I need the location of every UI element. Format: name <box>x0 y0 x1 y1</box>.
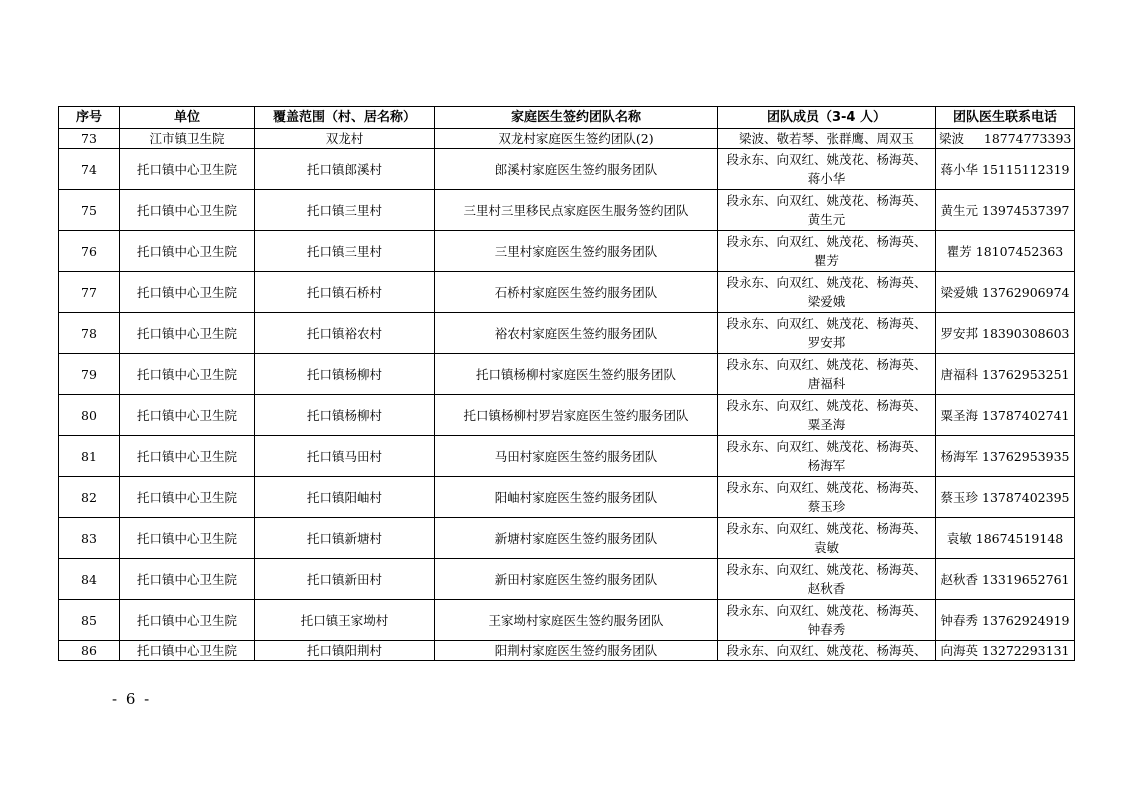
member-line: 蔡玉珍 <box>807 499 846 514</box>
cell-no: 80 <box>59 395 120 436</box>
cell-coverage: 托口镇三里村 <box>255 190 435 231</box>
cell-unit: 托口镇中心卫生院 <box>120 518 255 559</box>
member-line: 杨海军 <box>807 458 846 473</box>
cell-coverage: 托口镇新塘村 <box>255 518 435 559</box>
header-no: 序号 <box>59 107 120 129</box>
cell-coverage: 托口镇杨柳村 <box>255 395 435 436</box>
cell-no: 81 <box>59 436 120 477</box>
cell-phone: 粟圣海 13787402741 <box>936 395 1075 436</box>
cell-unit: 托口镇中心卫生院 <box>120 395 255 436</box>
table-row <box>59 149 1075 190</box>
cell-no: 74 <box>59 149 120 190</box>
table-row <box>59 354 1075 395</box>
cell-members <box>718 313 936 354</box>
cell-team-name: 双龙村家庭医生签约团队(2) <box>435 129 718 149</box>
table-row <box>59 129 1075 149</box>
cell-members <box>718 477 936 518</box>
cell-phone: 向海英 13272293131 <box>936 641 1075 661</box>
cell-unit: 托口镇中心卫生院 <box>120 313 255 354</box>
cell-phone: 赵秋香 13319652761 <box>936 559 1075 600</box>
member-line: 黄生元 <box>807 212 846 227</box>
cell-no: 78 <box>59 313 120 354</box>
cell-unit: 托口镇中心卫生院 <box>120 272 255 313</box>
cell-coverage: 托口镇阳岫村 <box>255 477 435 518</box>
member-line: 段永东、向双红、姚茂花、杨海英、 <box>726 275 927 290</box>
cell-coverage: 托口镇马田村 <box>255 436 435 477</box>
table-row <box>59 477 1075 518</box>
cell-coverage: 托口镇郎溪村 <box>255 149 435 190</box>
cell-no: 85 <box>59 600 120 641</box>
member-line: 蒋小华 <box>807 171 846 186</box>
cell-phone: 梁波 18774773393 <box>936 129 1075 149</box>
cell-phone: 梁爱娥 13762906974 <box>936 272 1075 313</box>
cell-coverage: 托口镇三里村 <box>255 231 435 272</box>
cell-team-name: 新田村家庭医生签约服务团队 <box>435 559 718 600</box>
cell-unit: 托口镇中心卫生院 <box>120 600 255 641</box>
table-row <box>59 641 1075 661</box>
header-coverage: 覆盖范围（村、居名称） <box>255 107 435 129</box>
cell-coverage: 托口镇王家坳村 <box>255 600 435 641</box>
cell-members <box>718 129 936 149</box>
team-table <box>58 106 1075 661</box>
cell-unit: 托口镇中心卫生院 <box>120 477 255 518</box>
member-line: 段永东、向双红、姚茂花、杨海英、 <box>726 357 927 372</box>
cell-members <box>718 600 936 641</box>
cell-team-name: 石桥村家庭医生签约服务团队 <box>435 272 718 313</box>
cell-phone: 蔡玉珍 13787402395 <box>936 477 1075 518</box>
member-line: 钟春秀 <box>807 622 846 637</box>
cell-no: 83 <box>59 518 120 559</box>
table-row <box>59 436 1075 477</box>
header-team-name: 家庭医生签约团队名称 <box>435 107 718 129</box>
cell-coverage: 托口镇石桥村 <box>255 272 435 313</box>
member-line: 段永东、向双红、姚茂花、杨海英、 <box>726 398 927 413</box>
header-row <box>59 107 1075 129</box>
table-row <box>59 231 1075 272</box>
cell-members <box>718 395 936 436</box>
member-line: 袁敏 <box>813 540 839 555</box>
page-number: - 6 - <box>112 690 152 708</box>
cell-team-name: 裕农村家庭医生签约服务团队 <box>435 313 718 354</box>
cell-unit: 托口镇中心卫生院 <box>120 354 255 395</box>
member-line: 梁爱娥 <box>807 294 846 309</box>
cell-members <box>718 518 936 559</box>
member-line: 段永东、向双红、姚茂花、杨海英、 <box>726 152 927 167</box>
cell-team-name: 三里村家庭医生签约服务团队 <box>435 231 718 272</box>
table-row <box>59 313 1075 354</box>
cell-no: 84 <box>59 559 120 600</box>
cell-team-name: 托口镇杨柳村罗岩家庭医生签约服务团队 <box>435 395 718 436</box>
cell-members <box>718 641 936 661</box>
table-row <box>59 395 1075 436</box>
cell-no: 86 <box>59 641 120 661</box>
cell-phone: 罗安邦 18390308603 <box>936 313 1075 354</box>
member-line: 段永东、向双红、姚茂花、杨海英、 <box>726 603 927 618</box>
member-line: 段永东、向双红、姚茂花、杨海英、 <box>726 521 927 536</box>
member-line: 段永东、向双红、姚茂花、杨海英、 <box>726 439 927 454</box>
member-line: 段永东、向双红、姚茂花、杨海英、 <box>726 562 927 577</box>
table-row <box>59 272 1075 313</box>
member-line: 段永东、向双红、姚茂花、杨海英、 <box>726 643 927 658</box>
cell-team-name: 马田村家庭医生签约服务团队 <box>435 436 718 477</box>
member-line: 罗安邦 <box>807 335 846 350</box>
header-members: 团队成员（3-4 人） <box>718 107 936 129</box>
cell-unit: 托口镇中心卫生院 <box>120 436 255 477</box>
table-row <box>59 559 1075 600</box>
cell-phone: 唐福科 13762953251 <box>936 354 1075 395</box>
cell-phone: 蒋小华 15115112319 <box>936 149 1075 190</box>
cell-team-name: 托口镇杨柳村家庭医生签约服务团队 <box>435 354 718 395</box>
cell-members <box>718 559 936 600</box>
cell-phone: 钟春秀 13762924919 <box>936 600 1075 641</box>
cell-coverage: 双龙村 <box>255 129 435 149</box>
cell-coverage: 托口镇杨柳村 <box>255 354 435 395</box>
table-row <box>59 518 1075 559</box>
cell-unit: 托口镇中心卫生院 <box>120 559 255 600</box>
cell-team-name: 阳岫村家庭医生签约服务团队 <box>435 477 718 518</box>
member-line: 段永东、向双红、姚茂花、杨海英、 <box>726 234 927 249</box>
member-line: 段永东、向双红、姚茂花、杨海英、 <box>726 193 927 208</box>
cell-members <box>718 190 936 231</box>
cell-unit: 托口镇中心卫生院 <box>120 641 255 661</box>
cell-team-name: 新塘村家庭医生签约服务团队 <box>435 518 718 559</box>
cell-no: 73 <box>59 129 120 149</box>
cell-coverage: 托口镇阳荆村 <box>255 641 435 661</box>
member-line: 粟圣海 <box>807 417 846 432</box>
member-line: 唐福科 <box>807 376 846 391</box>
table-row <box>59 600 1075 641</box>
cell-phone: 袁敏 18674519148 <box>936 518 1075 559</box>
cell-no: 77 <box>59 272 120 313</box>
member-line: 赵秋香 <box>807 581 846 596</box>
cell-members <box>718 231 936 272</box>
cell-team-name: 王家坳村家庭医生签约服务团队 <box>435 600 718 641</box>
member-line: 段永东、向双红、姚茂花、杨海英、 <box>726 480 927 495</box>
cell-team-name: 阳荆村家庭医生签约服务团队 <box>435 641 718 661</box>
header-phone: 团队医生联系电话 <box>936 107 1075 129</box>
cell-no: 76 <box>59 231 120 272</box>
cell-unit: 江市镇卫生院 <box>120 129 255 149</box>
cell-members <box>718 272 936 313</box>
cell-no: 79 <box>59 354 120 395</box>
cell-coverage: 托口镇裕农村 <box>255 313 435 354</box>
table-row <box>59 190 1075 231</box>
member-line: 瞿芳 <box>813 253 839 268</box>
cell-phone: 杨海军 13762953935 <box>936 436 1075 477</box>
cell-unit: 托口镇中心卫生院 <box>120 149 255 190</box>
header-unit: 单位 <box>120 107 255 129</box>
cell-members <box>718 149 936 190</box>
cell-coverage: 托口镇新田村 <box>255 559 435 600</box>
cell-unit: 托口镇中心卫生院 <box>120 231 255 272</box>
cell-team-name: 郎溪村家庭医生签约服务团队 <box>435 149 718 190</box>
member-line: 段永东、向双红、姚茂花、杨海英、 <box>726 316 927 331</box>
cell-no: 82 <box>59 477 120 518</box>
member-line: 梁波、敬若琴、张群鹰、周双玉 <box>738 131 914 146</box>
cell-members <box>718 354 936 395</box>
cell-phone: 黄生元 13974537397 <box>936 190 1075 231</box>
cell-members <box>718 436 936 477</box>
cell-phone: 瞿芳 18107452363 <box>936 231 1075 272</box>
cell-team-name: 三里村三里移民点家庭医生服务签约团队 <box>435 190 718 231</box>
cell-no: 75 <box>59 190 120 231</box>
cell-unit: 托口镇中心卫生院 <box>120 190 255 231</box>
